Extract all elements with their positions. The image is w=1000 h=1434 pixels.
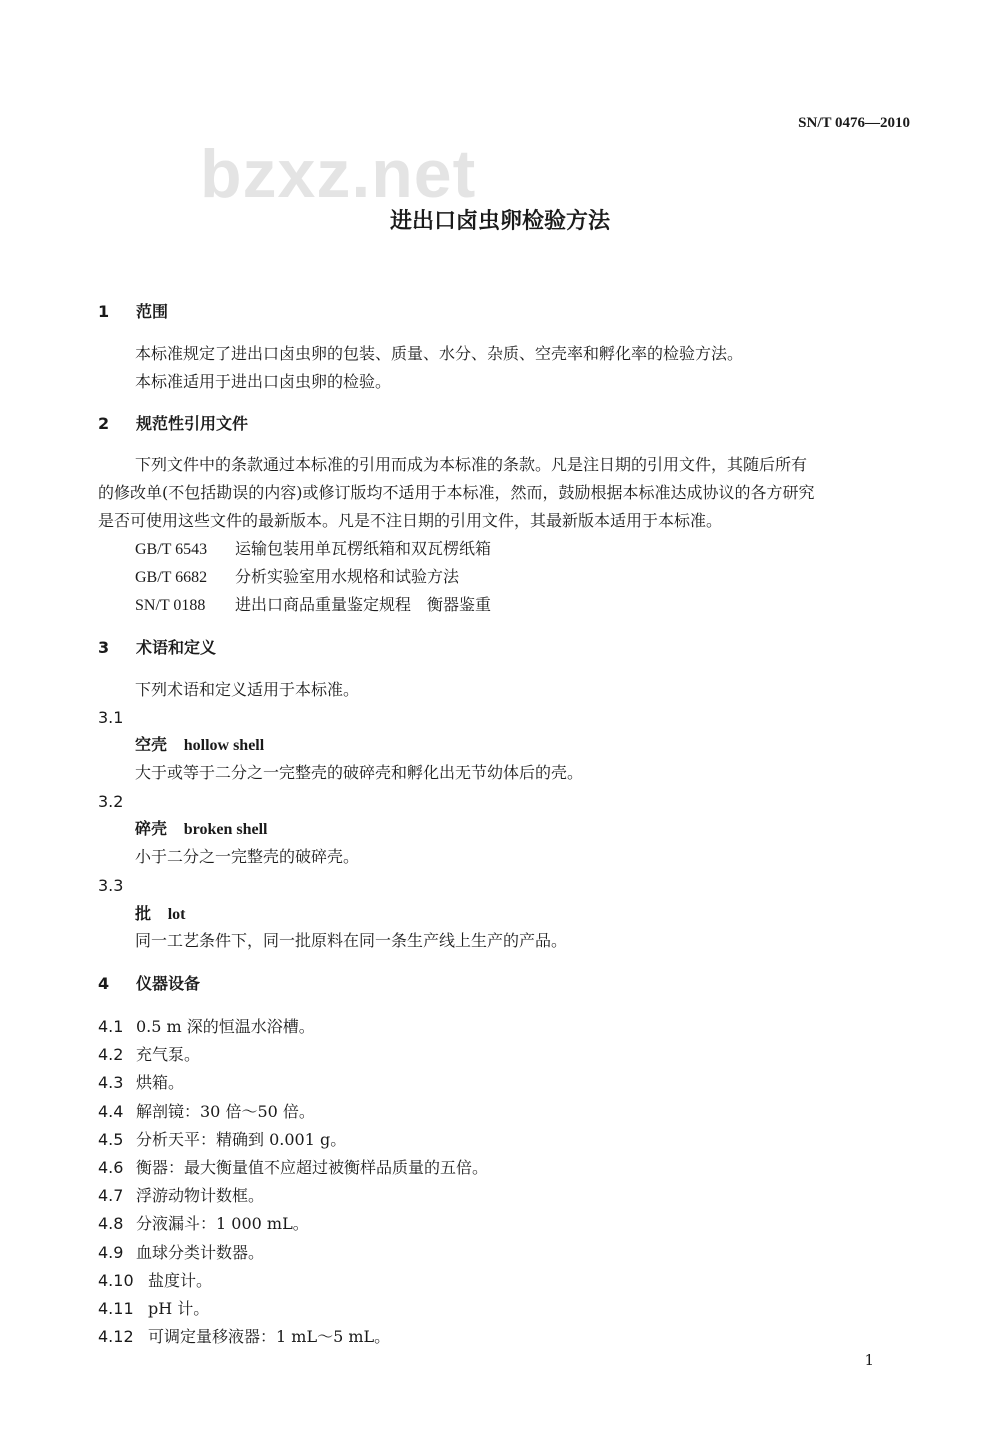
term-zh: 空壳 bbox=[135, 735, 168, 754]
reference-item bbox=[135, 595, 491, 616]
term-definition: 小于二分之一完整壳的破碎壳。 bbox=[135, 847, 360, 866]
item-text: 充气泵。 bbox=[136, 1045, 201, 1065]
term-heading bbox=[135, 904, 186, 925]
section-title: 术语和定义 bbox=[136, 638, 217, 657]
section-number: 1 bbox=[98, 302, 110, 321]
item-number: 4.8 bbox=[98, 1214, 124, 1234]
item-text: 解剖镜：30 倍～50 倍。 bbox=[136, 1101, 315, 1121]
item-number: 4.12 bbox=[98, 1327, 134, 1347]
equipment-item bbox=[98, 1243, 264, 1263]
term-en: lot bbox=[167, 906, 186, 923]
equipment-item bbox=[98, 1045, 200, 1065]
equipment-item bbox=[98, 1017, 315, 1037]
item-number: 4.11 bbox=[98, 1299, 134, 1318]
section-1-heading bbox=[98, 302, 168, 322]
term-heading bbox=[135, 819, 267, 840]
item-number: 4.9 bbox=[98, 1242, 124, 1262]
item-text: 可调定量移液器：1 mL～5 mL。 bbox=[148, 1327, 391, 1347]
standard-number: SN/T 0476—2010 bbox=[798, 115, 910, 131]
item-text: 衡器：最大衡量值不应超过被衡样品质量的五倍。 bbox=[136, 1158, 489, 1177]
reference-code: SN/T 0188 bbox=[135, 597, 206, 614]
item-text: 烘箱。 bbox=[136, 1073, 185, 1093]
item-number: 4.3 bbox=[98, 1073, 124, 1093]
paragraph-line: 下列文件中的条款通过本标准的引用而成为本标准的条款。凡是注日期的引用文件，其随后所有 bbox=[135, 455, 808, 474]
page-number: 1 bbox=[864, 1351, 874, 1369]
item-text: 分析天平：精确到 0.001 g。 bbox=[136, 1129, 347, 1149]
reference-code: GB/T 6543 bbox=[135, 541, 208, 558]
item-text: 盐度计。 bbox=[148, 1270, 213, 1290]
section-4-heading bbox=[98, 974, 200, 994]
item-number: 4.1 bbox=[98, 1017, 124, 1036]
item-text: 血球分类计数器。 bbox=[136, 1242, 265, 1262]
paragraph: 本标准适用于进出口卤虫卵的检验。 bbox=[135, 372, 392, 391]
item-number: 4.4 bbox=[98, 1101, 124, 1121]
term-number: 3.1 bbox=[98, 708, 124, 727]
section-title: 范围 bbox=[136, 302, 169, 321]
watermark: bzxz.net bbox=[200, 136, 477, 212]
term-en: broken shell bbox=[183, 821, 268, 838]
equipment-item bbox=[98, 1271, 212, 1291]
item-number: 4.2 bbox=[98, 1045, 124, 1065]
paragraph: 下列术语和定义适用于本标准。 bbox=[135, 680, 360, 699]
equipment-item bbox=[98, 1214, 309, 1234]
reference-code: GB/T 6682 bbox=[135, 569, 208, 586]
equipment-item bbox=[98, 1186, 264, 1206]
item-number: 4.6 bbox=[98, 1158, 124, 1177]
equipment-item bbox=[98, 1102, 315, 1122]
term-definition: 大于或等于二分之一完整壳的破碎壳和孵化出无节幼体后的壳。 bbox=[135, 763, 584, 782]
section-title: 仪器设备 bbox=[136, 974, 201, 993]
reference-title: 运输包装用单瓦楞纸箱和双瓦楞纸箱 bbox=[235, 539, 492, 558]
term-zh: 批 bbox=[135, 904, 152, 923]
item-number: 4.7 bbox=[98, 1186, 124, 1206]
paragraph-line: 的修改单(不包括勘误的内容)或修订版均不适用于本标准，然而，鼓励根据本标准达成协议的各方研究 bbox=[98, 483, 815, 502]
page-title: 进出口卤虫卵检验方法 bbox=[389, 209, 610, 234]
item-number: 4.10 bbox=[98, 1270, 134, 1290]
item-text: 分液漏斗：1 000 mL。 bbox=[136, 1214, 309, 1234]
term-definition: 同一工艺条件下，同一批原料在同一条生产线上生产的产品。 bbox=[135, 931, 568, 950]
equipment-item bbox=[98, 1073, 184, 1093]
item-number: 4.5 bbox=[98, 1129, 124, 1149]
section-number: 2 bbox=[98, 414, 110, 433]
section-3-heading bbox=[98, 638, 216, 658]
paragraph: 本标准规定了进出口卤虫卵的包装、质量、水分、杂质、空壳率和孵化率的检验方法。 bbox=[135, 344, 744, 363]
section-2-heading bbox=[98, 414, 248, 434]
section-number: 3 bbox=[98, 638, 110, 657]
term-number: 3.3 bbox=[98, 876, 124, 895]
reference-item bbox=[135, 567, 459, 588]
equipment-item bbox=[98, 1158, 488, 1178]
equipment-item bbox=[98, 1327, 390, 1347]
equipment-item bbox=[98, 1130, 346, 1150]
item-text: 浮游动物计数框。 bbox=[136, 1186, 265, 1206]
paragraph-line: 是否可使用这些文件的最新版本。凡是不注日期的引用文件，其最新版本适用于本标准。 bbox=[98, 511, 723, 530]
reference-title: 分析实验室用水规格和试验方法 bbox=[235, 567, 460, 586]
term-zh: 碎壳 bbox=[135, 819, 168, 838]
equipment-item bbox=[98, 1299, 209, 1319]
term-en: hollow shell bbox=[183, 737, 265, 754]
term-heading bbox=[135, 735, 264, 756]
item-text: 0.5 m 深的恒温水浴槽。 bbox=[136, 1017, 315, 1036]
item-text: pH 计。 bbox=[148, 1299, 210, 1318]
section-title: 规范性引用文件 bbox=[136, 414, 249, 433]
term-number: 3.2 bbox=[98, 792, 124, 811]
reference-item bbox=[135, 539, 491, 560]
section-number: 4 bbox=[98, 974, 110, 993]
reference-title: 进出口商品重量鉴定规程 衡器鉴重 bbox=[235, 595, 492, 614]
